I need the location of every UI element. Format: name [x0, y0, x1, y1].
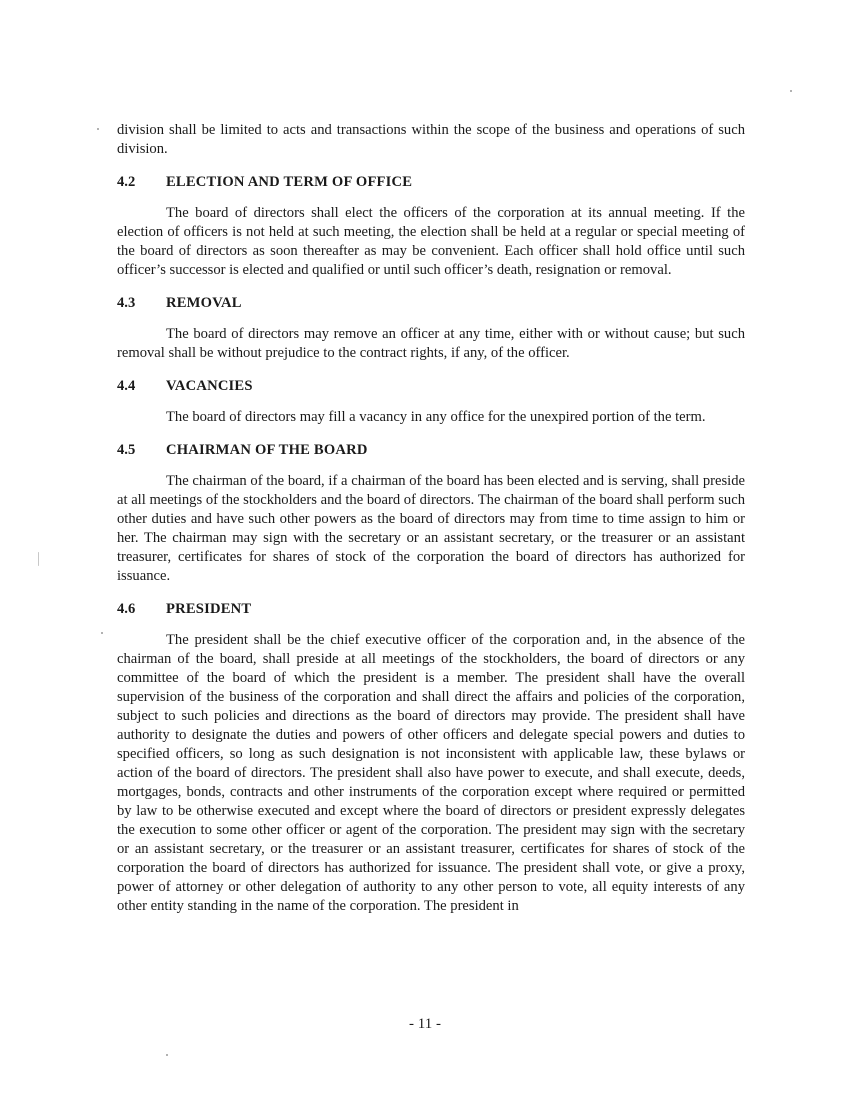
section-title: REMOVAL [166, 295, 242, 311]
section-heading [117, 600, 745, 619]
scan-speck [166, 1054, 168, 1056]
section-title: PRESIDENT [166, 601, 252, 617]
section-heading [117, 377, 745, 396]
section-number: 4.6 [117, 601, 136, 617]
scan-speck [101, 632, 103, 634]
section-title: CHAIRMAN OF THE BOARD [166, 442, 368, 458]
scan-speck [38, 552, 39, 566]
section-number: 4.4 [117, 378, 136, 394]
opening-paragraph: division shall be limited to acts and transactions within the scope of the business and operations of such division. [117, 122, 745, 157]
scan-speck [97, 128, 99, 130]
section-body: The board of directors shall elect the officers of the corporation at its annual meeting. If the election of officers is not held at such meeting, the election shall be held at a regular or special meeting of the board of directors as soon thereafter as may be convenient. Each officer shall hold office until such officer’s successor is elected and qualified or until such officer’s death, resignation or removal. [117, 205, 745, 278]
scan-speck [790, 90, 792, 92]
section-body: The board of directors may remove an officer at any time, either with or without cause; but such removal shall be without prejudice to the contract rights, if any, of the officer. [117, 326, 745, 361]
section-heading [117, 294, 745, 313]
document-body [117, 121, 745, 916]
section-number: 4.5 [117, 442, 136, 458]
section-number: 4.2 [117, 174, 136, 190]
section-title: VACANCIES [166, 378, 253, 394]
section-heading [117, 441, 745, 460]
page-number: - 11 - [409, 1016, 441, 1032]
section-heading [117, 173, 745, 192]
section-number: 4.3 [117, 295, 136, 311]
section-body: The president shall be the chief executive officer of the corporation and, in the absence of the chairman of the board, shall preside at all meetings of the stockholders, the board of directors or any committee of the board of which the president is a member. The president shall have the overall supervision of the business of the corporation and shall direct the affairs and policies of the corporation, subject to such policies and directions as the board of directors may provide. The president shall have authority to designate the duties and powers of other officers and delegate special powers and duties to specified officers, so long as such designation is not inconsistent with applicable law, these bylaws or action of the board of directors. The president shall also have power to execute, and shall execute, deeds, mortgages, bonds, contracts and other instruments of the corporation except where required or permitted by law to be otherwise executed and except where the board of directors or president expressly delegates the execution to some other officer or agent of the corporation. The president may sign with the secretary or an assistant secretary, or the treasurer or an assistant treasurer, certificates for shares of stock of the corporation the board of directors has authorized for issuance. The president shall vote, or give a proxy, power of attorney or other delegation of authority to any other person to vote, all equity interests of any other entity standing in the name of the corporation. The president in [117, 632, 745, 914]
section-body: The board of directors may fill a vacancy in any office for the unexpired portion of the term. [166, 409, 706, 425]
section-body: The chairman of the board, if a chairman of the board has been elected and is serving, shall preside at all meetings of the stockholders and the board of directors. The chairman of the board shall perform such other duties and have such other powers as the board of directors may from time to time assign to him or her. The chairman may sign with the secretary or an assistant secretary, or the treasurer or an assistant treasurer, certificates for shares of stock of the corporation the board of directors has authorized for issuance. [117, 473, 745, 584]
section-title: ELECTION AND TERM OF OFFICE [166, 174, 413, 190]
